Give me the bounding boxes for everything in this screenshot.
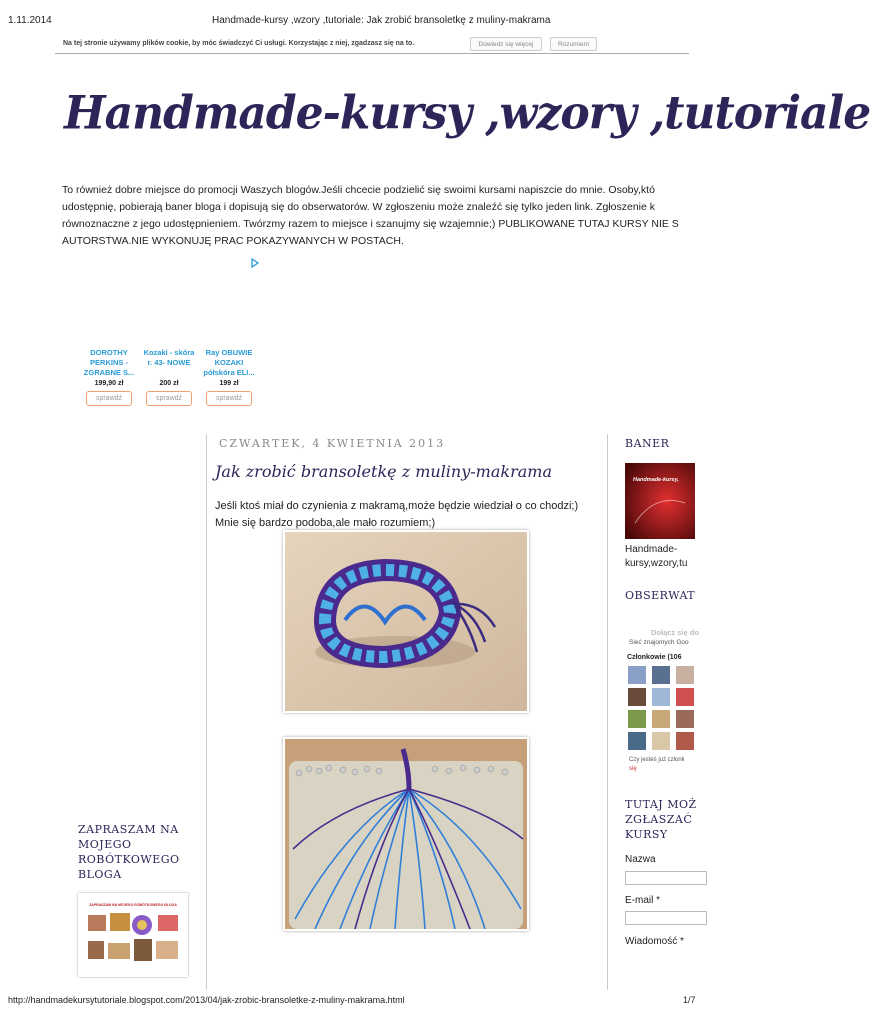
contact-form-title: TUTAJ MOŻ ZGŁASZAĆ KURSY	[625, 798, 697, 841]
ad-item-name[interactable]: Kozaki - skóra r. 43- NOWE	[143, 348, 195, 367]
ad-item-name[interactable]: Ray OBUWIE KOZAKI półskóra ELI...	[203, 348, 255, 377]
print-date: 1.11.2014	[8, 15, 52, 26]
followers-widget-title: OBSERWAT	[625, 589, 696, 602]
baner-image-text: Handmade-kursy,	[633, 477, 679, 483]
members-count[interactable]: Członkowie (106	[627, 654, 682, 661]
macrame-threads-photo[interactable]	[283, 737, 529, 931]
blog-title[interactable]: Handmade-kursy ,wzory ,tutoriale	[64, 86, 870, 141]
avatar[interactable]	[652, 666, 670, 684]
divider	[55, 53, 689, 54]
blog-description-line: To również dobre miejsce do promocji Waszych blogów.Jeśli chcecie podzielić się swoimi kursami napiszcie do mnie. Osoby,któ	[62, 184, 655, 196]
post-date: CZWARTEK, 4 KWIETNIA 2013	[219, 437, 446, 450]
blog-invite-title: ZAPRASZAM NA MOJEGO ROBÓTKOWEGO BLOGA	[78, 823, 180, 881]
ad-item-name[interactable]: DOROTHY PERKINS - ZGRABNE S...	[83, 348, 135, 377]
ad-check-button[interactable]: sprawdź	[86, 391, 132, 406]
email-field[interactable]	[625, 911, 707, 925]
baner-image[interactable]	[625, 463, 695, 539]
baner-widget-title: BANER	[625, 437, 670, 450]
blog-invite-banner[interactable]	[78, 893, 188, 977]
blog-description-line: AUTORSTWA.NIE WYKONUJĘ PRAC POKAZYWANYCH W POSTACH.	[62, 235, 404, 247]
blog-description-line: udostępnię, pobierają baner bloga i dopisują się do obserwatorów. W zgłoszeniu może znaleźć się tylko jeden link. Zgłoszenie k	[62, 201, 656, 213]
cookie-notice-text: Na tej stronie używamy plików cookie, by móc świadczyć Ci usługi. Korzystając z niej, zgadzasz się na to.	[63, 40, 415, 47]
avatar[interactable]	[652, 688, 670, 706]
print-page-number: 1/7	[683, 995, 696, 1005]
avatar[interactable]	[628, 688, 646, 706]
avatar[interactable]	[652, 732, 670, 750]
join-site-button[interactable]: Dołącz się do	[651, 628, 699, 637]
avatar[interactable]	[628, 732, 646, 750]
bracelet-photo[interactable]	[283, 530, 529, 713]
post-title[interactable]: Jak zrobić bransoletkę z muliny-makrama	[215, 462, 552, 481]
column-divider	[206, 434, 207, 990]
banner-text: ZAPRASZAM NA MOJEGO ROBÓTKOWEGO BLOGA	[89, 903, 177, 907]
name-field[interactable]	[625, 871, 707, 885]
column-divider	[607, 434, 608, 990]
ad-check-button[interactable]: sprawdź	[146, 391, 192, 406]
ad-item[interactable]	[201, 348, 257, 406]
post-text-line: Mnie się bardzo podoba,ale mało rozumiem;)	[215, 517, 436, 529]
baner-caption: Handmade-kursy,wzory,tu	[625, 544, 688, 569]
ad-item-price: 199 zł	[219, 380, 239, 387]
avatar[interactable]	[652, 710, 670, 728]
avatar[interactable]	[676, 666, 694, 684]
avatar[interactable]	[628, 710, 646, 728]
ad-choices-icon[interactable]	[250, 258, 260, 268]
ad-item[interactable]	[81, 348, 137, 406]
post-text-line: Jeśli ktoś miał do czynienia z makramą,może będzie wiedział o co chodzi;)	[215, 500, 579, 512]
avatar[interactable]	[676, 710, 694, 728]
accept-cookies-button[interactable]: Rozumiem	[550, 37, 597, 51]
email-label: E-mail *	[625, 895, 661, 906]
blog-description	[62, 182, 702, 250]
blog-description-line: równoznaczne z jego udostępnieniem. Twórzmy razem to miejsce i szanujmy się wzajemnie;) PUBLIKOWANE TUTAJ KURSY NIE S	[62, 218, 679, 230]
sign-in-link[interactable]: się	[629, 766, 637, 772]
message-label: Wiadomość *	[625, 936, 684, 947]
avatar[interactable]	[676, 688, 694, 706]
google-friend-connect-text: Sieć znajomych Goo	[629, 639, 689, 646]
ad-item[interactable]	[141, 348, 197, 406]
post-body	[215, 498, 600, 532]
already-member-text: Czy jesteś już członk	[629, 757, 685, 763]
ad-check-button[interactable]: sprawdź	[206, 391, 252, 406]
print-url: http://handmadekursytutoriale.blogspot.com/2013/04/jak-zrobic-bransoletke-z-muliny-makrama.html	[8, 995, 405, 1005]
name-label: Nazwa	[625, 854, 656, 865]
ad-item-price: 199,90 zł	[94, 380, 124, 387]
ad-item-price: 200 zł	[159, 380, 179, 387]
avatar[interactable]	[676, 732, 694, 750]
print-page-title: Handmade-kursy ,wzory ,tutoriale: Jak zrobić bransoletkę z muliny-makrama	[212, 15, 551, 26]
learn-more-button[interactable]: Dowiedz się więcej	[470, 37, 542, 51]
avatar[interactable]	[628, 666, 646, 684]
